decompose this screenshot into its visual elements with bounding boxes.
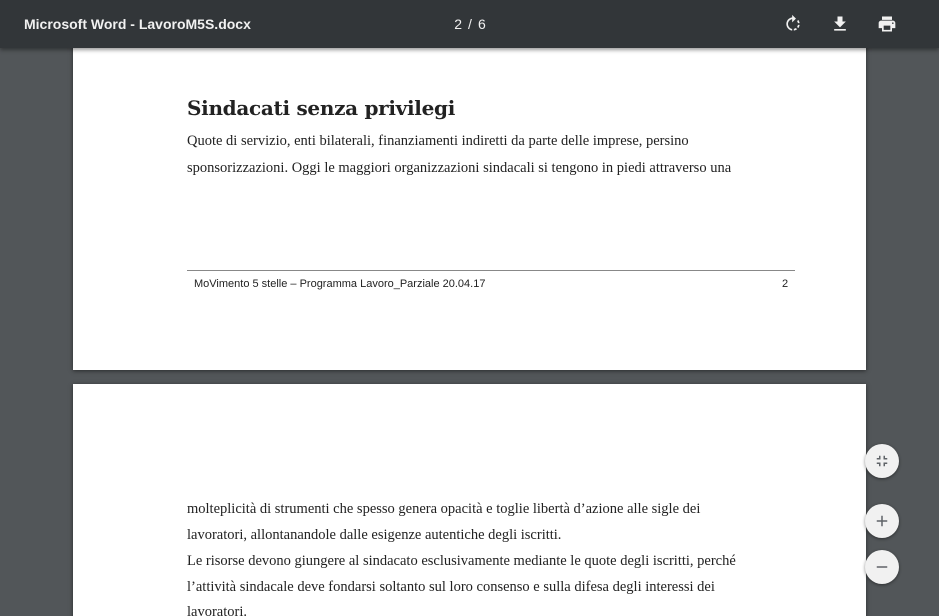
body-text-line: l’attività sindacale deve fondarsi soltanto sul loro consenso e sulla difesa degli interessi dei: [187, 579, 715, 595]
zoom-in-icon: [873, 512, 891, 530]
page-indicator: [430, 15, 510, 33]
page-footer-number: 2: [782, 278, 789, 290]
body-text-line: lavoratori, allontanandole dalle esigenze autentiche degli iscritti.: [187, 527, 562, 543]
print-icon: [877, 14, 897, 34]
fit-to-page-button[interactable]: [865, 444, 899, 478]
zoom-out-button[interactable]: [865, 550, 899, 584]
body-text-line: Quote di servizio, enti bilaterali, finanziamenti indiretti da parte delle imprese, persino: [187, 133, 689, 149]
document-title: Microsoft Word - LavoroM5S.docx: [24, 16, 251, 32]
body-text-line: Le risorse devono giungere al sindacato esclusivamente mediante le quote degli iscritti, perché: [187, 553, 736, 569]
document-page-2: [73, 48, 866, 370]
fit-to-page-icon: [873, 452, 891, 470]
total-pages: 6: [477, 16, 486, 32]
section-heading: Sindacati senza privilegi: [187, 96, 456, 120]
print-button[interactable]: [875, 12, 899, 36]
current-page-number[interactable]: 2: [454, 16, 463, 32]
body-text-line: lavoratori.: [187, 604, 247, 616]
rotate-button[interactable]: [781, 12, 805, 36]
page-footer-text: MoVimento 5 stelle – Programma Lavoro_Parziale 20.04.17: [194, 278, 486, 290]
zoom-out-icon: [873, 558, 891, 576]
document-viewer[interactable]: [0, 48, 939, 616]
download-icon: [830, 14, 850, 34]
body-text-line: sponsorizzazioni. Oggi le maggiori organizzazioni sindacali si tengono in piedi attraverso una: [187, 160, 732, 176]
body-text-line: molteplicità di strumenti che spesso genera opacità e toglie libertà d’azione alle sigle dei: [187, 501, 701, 517]
page-separator: /: [468, 16, 472, 32]
footer-divider: [187, 270, 795, 271]
zoom-in-button[interactable]: [865, 504, 899, 538]
rotate-icon: [783, 14, 803, 34]
pdf-toolbar: [0, 0, 939, 48]
download-button[interactable]: [828, 12, 852, 36]
document-page-3: [73, 384, 866, 616]
